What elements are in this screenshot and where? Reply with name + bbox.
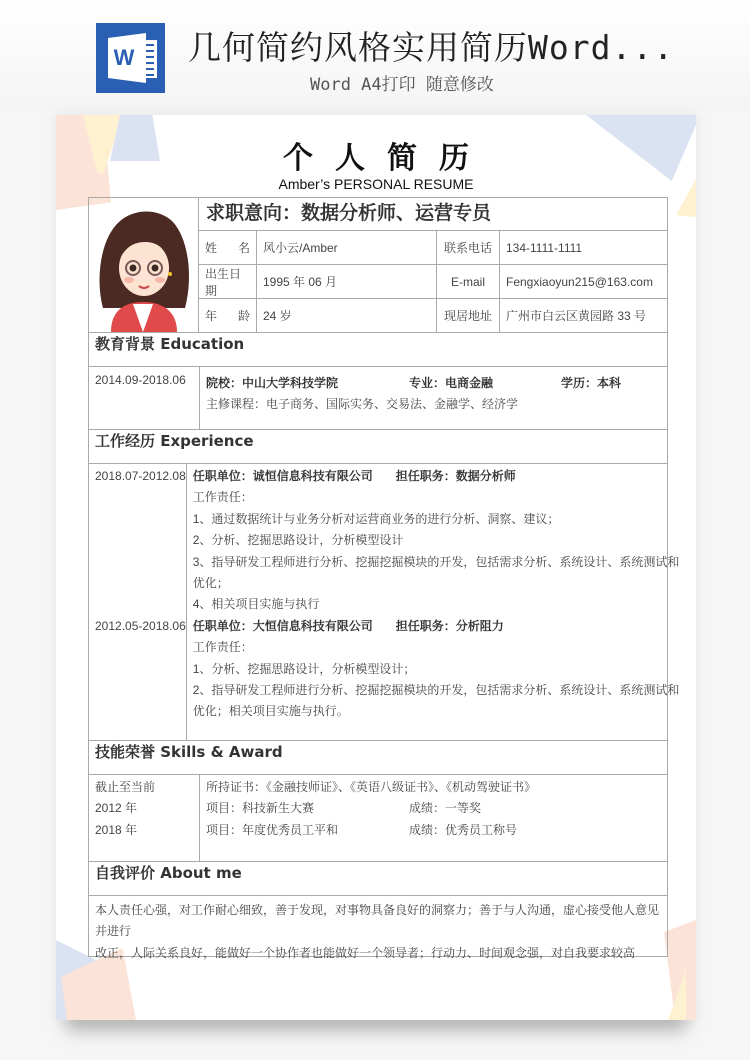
job-1-duty: 4、相关项目实施与执行 bbox=[192, 597, 320, 612]
education-courses: 主修课程：电子商务、国际实务、交易法、金融学、经济学 bbox=[206, 397, 519, 412]
education-section bbox=[88, 333, 668, 430]
skill-certificates: 所持证书：《金融技师证》、《英语八级证书》、《机动驾驶证书》 bbox=[206, 780, 537, 794]
about-section bbox=[88, 862, 668, 960]
profile-block bbox=[88, 197, 668, 333]
age-value: 24 岁 bbox=[257, 299, 437, 332]
education-school: 院校：中山大学科技学院 bbox=[206, 376, 339, 390]
education-date: 2014.09-2018.06 bbox=[89, 367, 200, 429]
word-letter-icon: W bbox=[113, 45, 135, 70]
skill-row: 项目：年度优秀员工平和 成绩：优秀员工称号 bbox=[206, 822, 518, 837]
skill-date: 截止至当前 bbox=[95, 780, 156, 794]
job-1-header: 任职单位：诚恒信息科技有限公司 担任职务：数据分析师 bbox=[192, 469, 516, 483]
avatar bbox=[88, 197, 199, 333]
job-2-duty: 1、分析、挖掘思路设计，分析模型设计； bbox=[192, 661, 416, 676]
resume-subtitle: Amber’s PERSONAL RESUME bbox=[278, 176, 474, 192]
job-1-duty: 1、通过数据统计与业务分析对运营商业务的进行分析、洞察、建议； bbox=[192, 511, 560, 526]
template-subtitle: Word A4打印 随意修改 bbox=[310, 75, 494, 95]
info-row-age bbox=[198, 299, 668, 333]
education-heading: 教育背景 Education bbox=[89, 333, 667, 367]
job-1-duty: 2、分析、挖掘思路设计，分析模型设计 bbox=[192, 533, 404, 548]
template-title: 几何简约风格实用简历Word... bbox=[188, 28, 675, 67]
experience-heading: 工作经历 Experience bbox=[89, 430, 667, 464]
job-2-duty: 优化；相关项目实施与执行。 bbox=[192, 704, 349, 719]
age-label: 年 龄 bbox=[199, 299, 257, 332]
job-1-duties-label: 工作责任： bbox=[192, 490, 253, 505]
skill-row: 项目：科技新生大赛 成绩：一等奖 bbox=[206, 801, 482, 816]
job-1-duty: 3、指导研发工程师进行分析、挖掘挖掘模块的开发，包括需求分析、系统设计、系统测试和 bbox=[192, 554, 680, 569]
education-major: 专业：电商金融 bbox=[409, 376, 494, 390]
address-value: 广州市白云区黄园路 33 号 bbox=[506, 309, 647, 323]
birth-label: 出生日期 bbox=[199, 265, 257, 298]
name-label: 姓 名 bbox=[199, 231, 257, 264]
birth-value: 1995 年 06 月 bbox=[257, 265, 437, 298]
skills-section bbox=[88, 741, 668, 862]
resume-title: 个人简历 bbox=[283, 141, 491, 176]
word-document-icon bbox=[96, 23, 165, 93]
job-2-date: 2012.05-2018.06 bbox=[95, 618, 186, 633]
email-label: E-mail bbox=[437, 265, 500, 298]
experience-section bbox=[88, 430, 680, 741]
address-label: 现居地址 bbox=[437, 299, 500, 332]
info-row-name bbox=[198, 231, 668, 265]
job-2-duties-label: 工作责任： bbox=[192, 640, 253, 655]
job-2-duty: 2、指导研发工程师进行分析、挖掘挖掘模块的开发，包括需求分析、系统设计、系统测试和 bbox=[192, 682, 680, 697]
resume-page bbox=[56, 115, 696, 1020]
about-heading: 自我评价 About me bbox=[89, 862, 667, 896]
about-text-line: 改正，人际关系良好，能做好一个协作者也能做好一个领导者；行动力、时间观念强，对自我要求较高 bbox=[95, 945, 636, 960]
job-1-duty: 优化； bbox=[192, 575, 229, 590]
job-intent: 求职意向：数据分析师、运营专员 bbox=[198, 197, 668, 231]
education-degree: 学历：本科 bbox=[561, 376, 622, 390]
preview-banner bbox=[0, 0, 750, 110]
job-2-header: 任职单位：大恒信息科技有限公司 担任职务：分析阻力 bbox=[192, 618, 504, 633]
email-value: Fengxiaoyun215@163.com bbox=[506, 274, 653, 289]
info-row-birth bbox=[198, 265, 668, 299]
job-1-date: 2018.07-2012.08 bbox=[95, 469, 186, 483]
skill-date: 2012 年 bbox=[95, 801, 138, 816]
phone-label: 联系电话 bbox=[437, 231, 500, 264]
skills-heading: 技能荣誉 Skills & Award bbox=[89, 741, 667, 775]
name-value: 风小云/Amber bbox=[257, 231, 437, 264]
avatar-cartoon-girl-icon bbox=[89, 198, 198, 332]
skill-date: 2018 年 bbox=[95, 822, 138, 837]
phone-value: 134-1111-1111 bbox=[506, 240, 583, 255]
about-text-line: 本人责任心强，对工作耐心细致，善于发现，对事物具备良好的洞察力；善于与人沟通，虚心接受他人意见并进行 bbox=[95, 903, 660, 939]
